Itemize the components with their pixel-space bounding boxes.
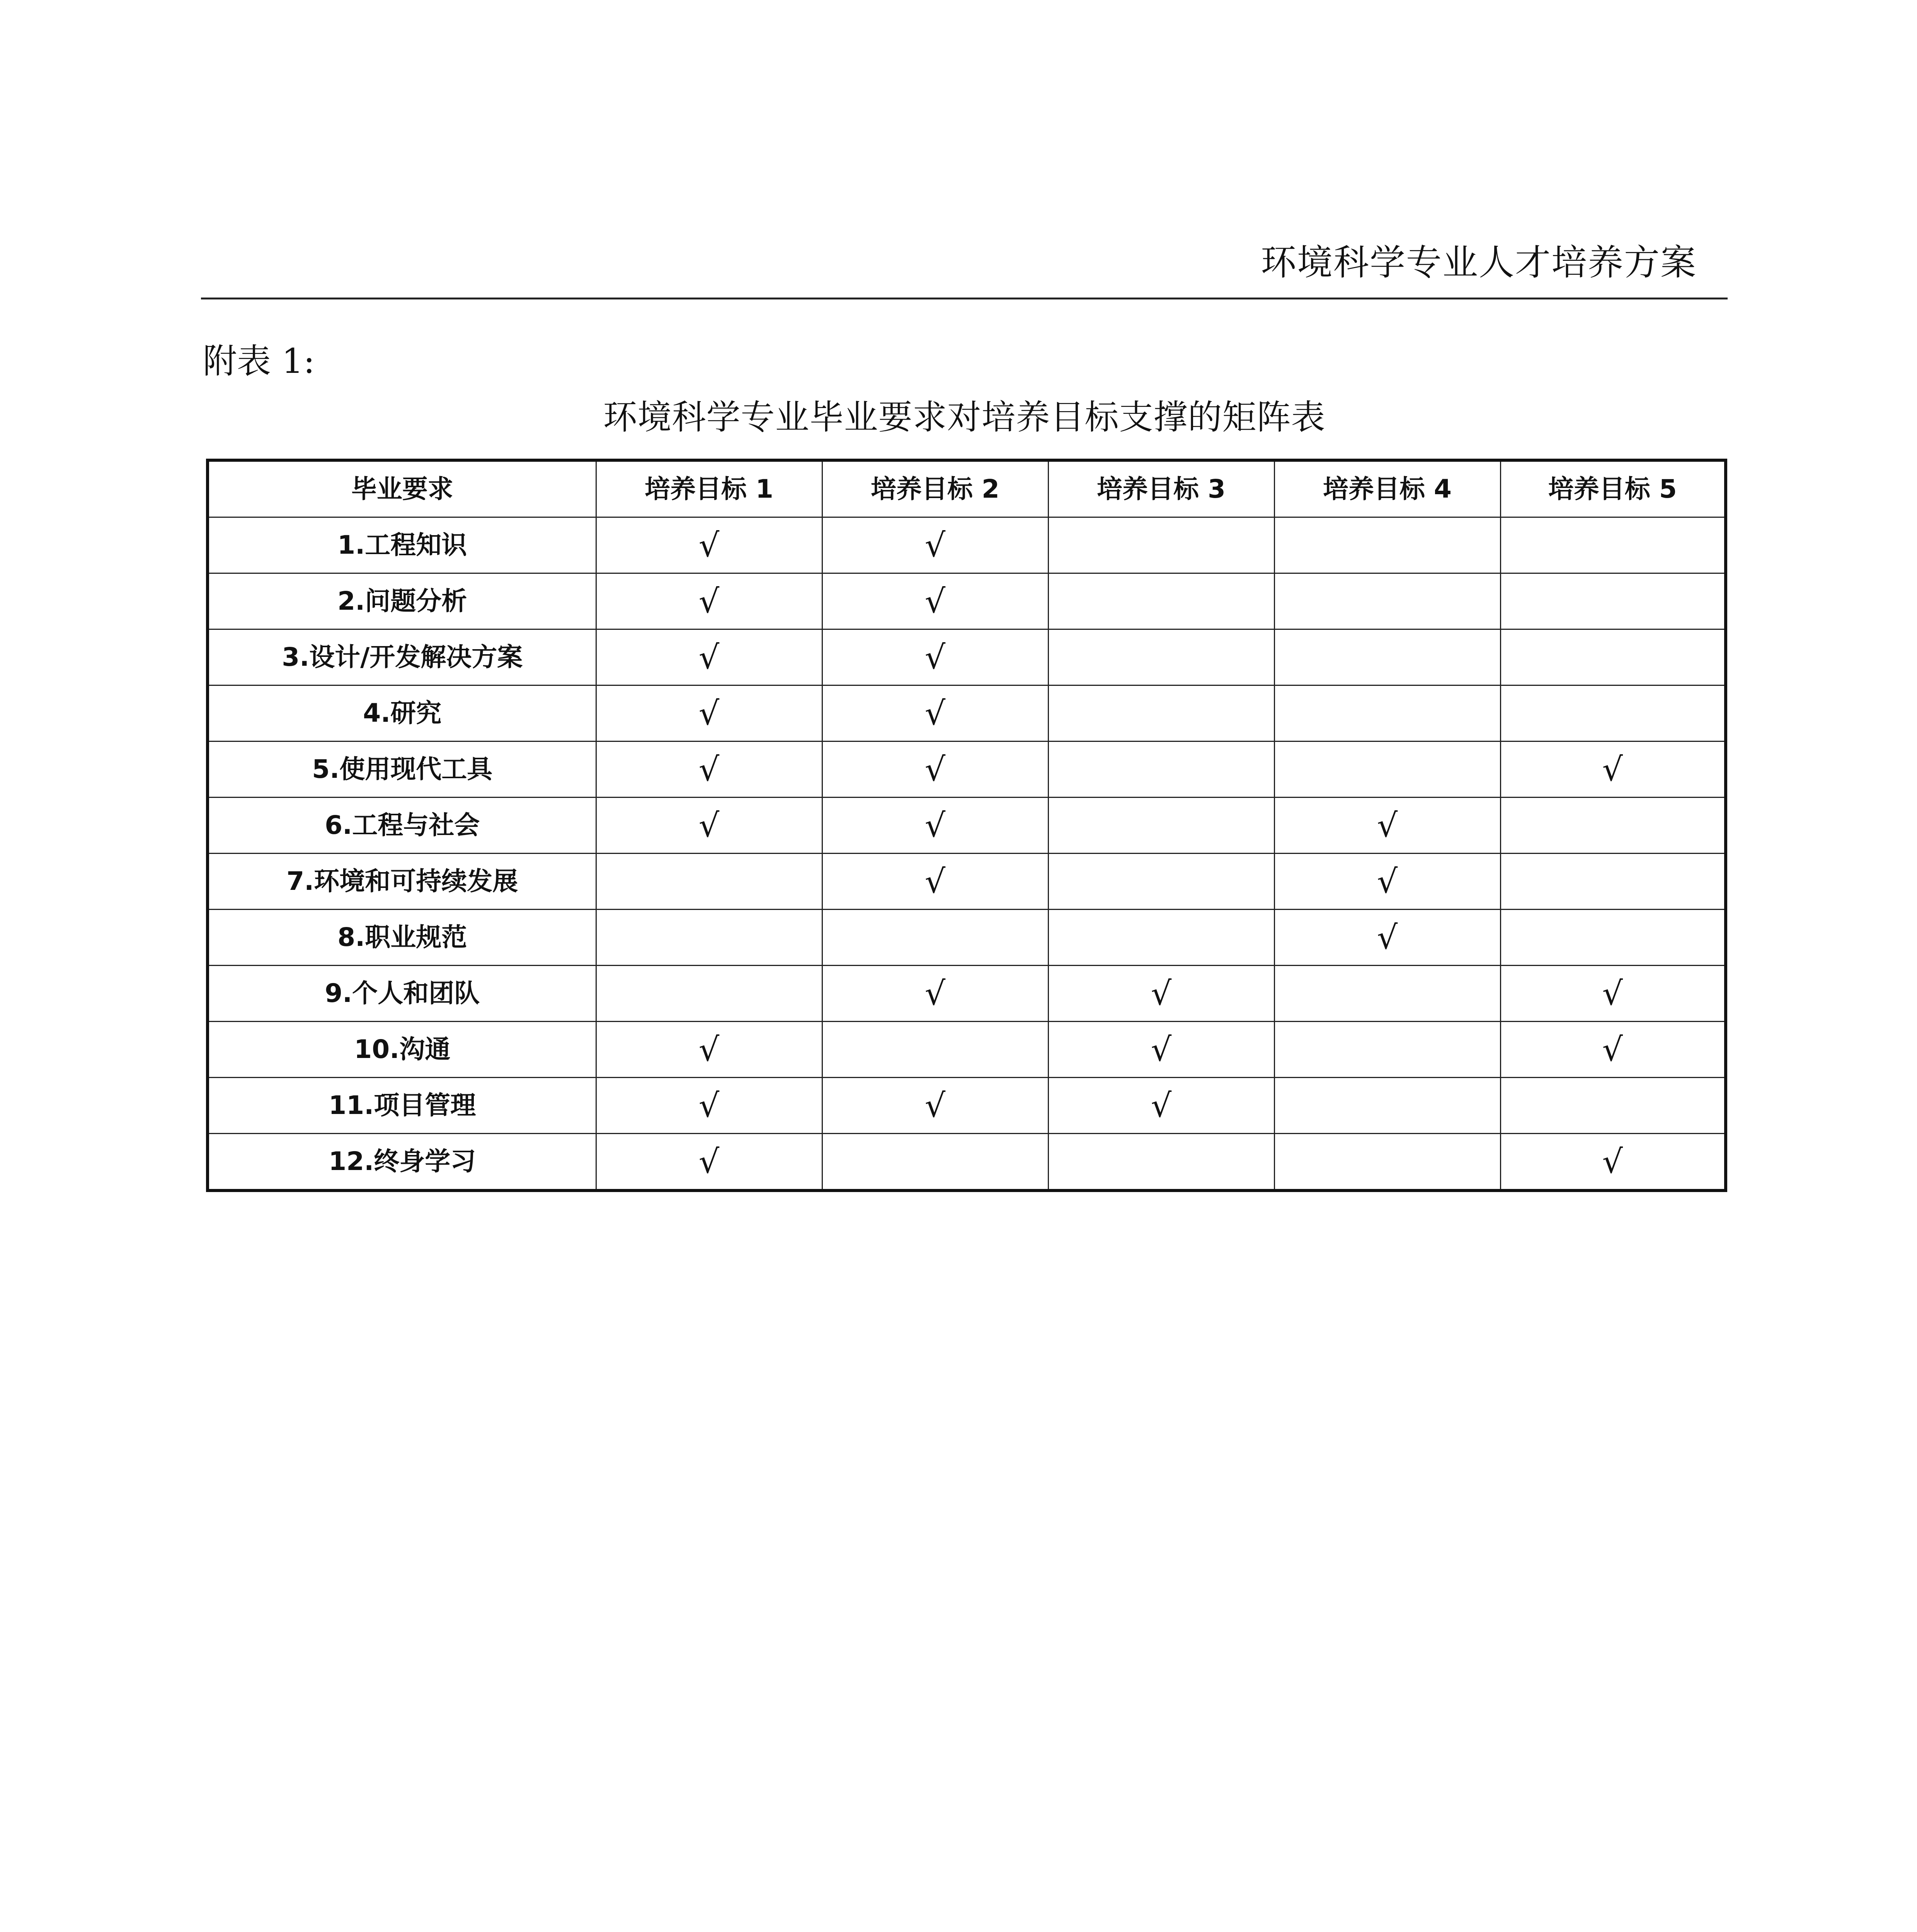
goal-5-support-cell: √ (1500, 1022, 1726, 1078)
table-row (208, 1022, 1726, 1078)
goal-2-support-cell: √ (822, 685, 1048, 742)
goal-3-support-cell (1048, 1134, 1274, 1191)
goal-5-support-cell: √ (1500, 1134, 1726, 1191)
support-matrix-table (206, 459, 1727, 1192)
requirement-cell: 2.问题分析 (208, 573, 596, 629)
goal-5-support-cell (1500, 1078, 1726, 1134)
table-row (208, 685, 1726, 742)
goal-1-support-cell: √ (596, 685, 822, 742)
column-header-goal-2: 培养目标 2 (822, 460, 1048, 517)
goal-4-support-cell: √ (1274, 854, 1500, 910)
goal-4-support-cell (1274, 1022, 1500, 1078)
goal-3-support-cell: √ (1048, 1078, 1274, 1134)
goal-5-support-cell (1500, 517, 1726, 573)
goal-1-support-cell: √ (596, 573, 822, 629)
requirement-cell: 5.使用现代工具 (208, 742, 596, 798)
goal-3-support-cell (1048, 798, 1274, 854)
goal-5-support-cell (1500, 573, 1726, 629)
running-header (201, 232, 1728, 299)
column-header-goal-1: 培养目标 1 (596, 460, 822, 517)
goal-1-support-cell: √ (596, 629, 822, 685)
goal-1-support-cell: √ (596, 517, 822, 573)
goal-2-support-cell: √ (822, 798, 1048, 854)
goal-2-support-cell: √ (822, 629, 1048, 685)
requirement-cell: 12.终身学习 (208, 1134, 596, 1191)
goal-3-support-cell (1048, 685, 1274, 742)
table-row (208, 1134, 1726, 1191)
table-row (208, 854, 1726, 910)
requirement-cell: 7.环境和可持续发展 (208, 854, 596, 910)
goal-1-support-cell: √ (596, 1078, 822, 1134)
table-row (208, 1078, 1726, 1134)
goal-1-support-cell (596, 966, 822, 1022)
table-row (208, 798, 1726, 854)
table-row (208, 517, 1726, 573)
goal-5-support-cell (1500, 685, 1726, 742)
goal-3-support-cell: √ (1048, 966, 1274, 1022)
requirement-cell: 9.个人和团队 (208, 966, 596, 1022)
goal-4-support-cell (1274, 517, 1500, 573)
goal-2-support-cell: √ (822, 517, 1048, 573)
column-header-requirement: 毕业要求 (208, 460, 596, 517)
goal-4-support-cell (1274, 573, 1500, 629)
goal-2-support-cell (822, 910, 1048, 966)
appendix-label: 附表 1: (203, 341, 315, 381)
goal-1-support-cell (596, 854, 822, 910)
requirement-cell: 6.工程与社会 (208, 798, 596, 854)
goal-5-support-cell (1500, 798, 1726, 854)
goal-4-support-cell (1274, 685, 1500, 742)
goal-4-support-cell (1274, 742, 1500, 798)
goal-5-support-cell: √ (1500, 966, 1726, 1022)
goal-2-support-cell: √ (822, 854, 1048, 910)
goal-5-support-cell (1500, 910, 1726, 966)
column-header-goal-3: 培养目标 3 (1048, 460, 1274, 517)
goal-4-support-cell: √ (1274, 910, 1500, 966)
goal-5-support-cell (1500, 854, 1726, 910)
goal-1-support-cell (596, 910, 822, 966)
goal-1-support-cell: √ (596, 798, 822, 854)
table-row (208, 629, 1726, 685)
goal-3-support-cell (1048, 517, 1274, 573)
table-row (208, 966, 1726, 1022)
goal-5-support-cell: √ (1500, 742, 1726, 798)
requirement-cell: 4.研究 (208, 685, 596, 742)
requirement-cell: 10.沟通 (208, 1022, 596, 1078)
goal-2-support-cell (822, 1134, 1048, 1191)
goal-1-support-cell: √ (596, 1022, 822, 1078)
goal-4-support-cell (1274, 1078, 1500, 1134)
goal-3-support-cell (1048, 854, 1274, 910)
goal-4-support-cell (1274, 1134, 1500, 1191)
goal-2-support-cell: √ (822, 573, 1048, 629)
table-row (208, 742, 1726, 798)
running-header-title: 环境科学专业人才培养方案 (1260, 242, 1697, 283)
requirement-cell: 1.工程知识 (208, 517, 596, 573)
goal-2-support-cell: √ (822, 1078, 1048, 1134)
goal-3-support-cell (1048, 910, 1274, 966)
goal-4-support-cell: √ (1274, 798, 1500, 854)
goal-3-support-cell (1048, 629, 1274, 685)
goal-1-support-cell: √ (596, 1134, 822, 1191)
goal-4-support-cell (1274, 629, 1500, 685)
requirement-cell: 8.职业规范 (208, 910, 596, 966)
goal-1-support-cell: √ (596, 742, 822, 798)
goal-2-support-cell (822, 1022, 1048, 1078)
column-header-goal-4: 培养目标 4 (1274, 460, 1500, 517)
goal-3-support-cell (1048, 742, 1274, 798)
table-body (208, 517, 1726, 1191)
table-row (208, 910, 1726, 966)
requirement-cell: 11.项目管理 (208, 1078, 596, 1134)
requirement-cell: 3.设计/开发解决方案 (208, 629, 596, 685)
goal-4-support-cell (1274, 966, 1500, 1022)
goal-2-support-cell: √ (822, 742, 1048, 798)
column-header-goal-5: 培养目标 5 (1500, 460, 1726, 517)
goal-2-support-cell: √ (822, 966, 1048, 1022)
goal-5-support-cell (1500, 629, 1726, 685)
goal-3-support-cell (1048, 573, 1274, 629)
table-title: 环境科学专业毕业要求对培养目标支撑的矩阵表 (603, 397, 1326, 437)
table-row (208, 573, 1726, 629)
table-header-row (208, 460, 1726, 517)
goal-3-support-cell: √ (1048, 1022, 1274, 1078)
